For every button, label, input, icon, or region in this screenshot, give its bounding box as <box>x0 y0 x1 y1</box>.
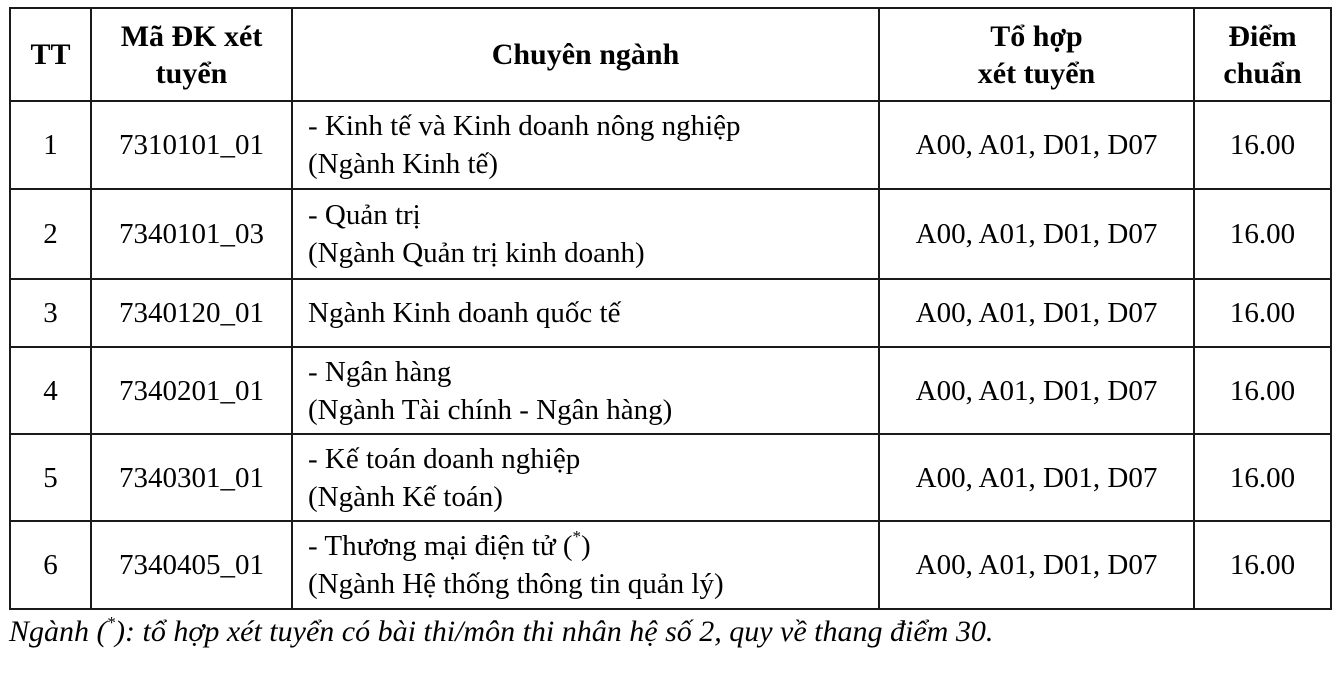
cell-tt: 2 <box>10 189 91 279</box>
cell-chuyen-nganh <box>292 347 879 434</box>
major-line1: - Kinh tế và Kinh doanh nông nghiệp <box>308 110 741 142</box>
major-line2: (Ngành Kinh tế) <box>308 148 499 180</box>
header-ma-dk-line2: tuyển <box>155 56 228 90</box>
cell-tt: 1 <box>10 101 91 189</box>
major-line1-end: ) <box>581 530 591 562</box>
major-line2: (Ngành Hệ thống thông tin quản lý) <box>308 568 724 600</box>
major-line1: - Quản trị <box>308 199 421 231</box>
major-line1-text: - Thương mại điện tử ( <box>308 530 573 562</box>
cell-to-hop: A00, A01, D01, D07 <box>879 347 1194 434</box>
cell-to-hop: A00, A01, D01, D07 <box>879 521 1194 609</box>
cell-to-hop: A00, A01, D01, D07 <box>879 434 1194 521</box>
header-tt: TT <box>10 8 91 101</box>
cell-diem: 16.00 <box>1194 521 1331 609</box>
header-ma-dk <box>91 8 292 101</box>
table-row <box>10 101 1331 189</box>
cell-chuyen-nganh <box>292 434 879 521</box>
cell-to-hop: A00, A01, D01, D07 <box>879 101 1194 189</box>
header-diem-chuan <box>1194 8 1331 101</box>
header-diem-line2: chuẩn <box>1223 56 1302 90</box>
cell-ma: 7340301_01 <box>91 434 292 521</box>
cell-diem: 16.00 <box>1194 279 1331 347</box>
table-row <box>10 347 1331 434</box>
header-to-hop <box>879 8 1194 101</box>
footnote-text: ): tổ hợp xét tuyển có bài thi/môn thi nhân hệ số 2, quy về thang điểm 30. <box>115 615 994 648</box>
footnote-prefix: Ngành ( <box>9 615 107 648</box>
header-to-hop-line2: xét tuyển <box>977 56 1096 90</box>
table-row <box>10 434 1331 521</box>
admission-score-table <box>9 7 1332 610</box>
cell-tt: 6 <box>10 521 91 609</box>
cell-tt: 5 <box>10 434 91 521</box>
table-row <box>10 521 1331 609</box>
header-chuyen-nganh: Chuyên ngành <box>292 8 879 101</box>
cell-ma: 7340101_03 <box>91 189 292 279</box>
cell-diem: 16.00 <box>1194 434 1331 521</box>
cell-to-hop: A00, A01, D01, D07 <box>879 279 1194 347</box>
cell-chuyen-nganh <box>292 189 879 279</box>
header-ma-dk-line1: Mã ĐK xét <box>120 19 263 53</box>
cell-chuyen-nganh <box>292 521 879 609</box>
cell-chuyen-nganh <box>292 101 879 189</box>
cell-diem: 16.00 <box>1194 347 1331 434</box>
cell-tt: 4 <box>10 347 91 434</box>
cell-diem: 16.00 <box>1194 101 1331 189</box>
cell-ma: 7310101_01 <box>91 101 292 189</box>
footnote <box>9 612 993 652</box>
cell-ma: 7340120_01 <box>91 279 292 347</box>
major-line1: - Kế toán doanh nghiệp <box>308 442 581 475</box>
cell-diem: 16.00 <box>1194 189 1331 279</box>
major-line1: Ngành Kinh doanh quốc tế <box>308 297 621 329</box>
cell-chuyen-nganh <box>292 279 879 347</box>
cell-to-hop: A00, A01, D01, D07 <box>879 189 1194 279</box>
cell-tt: 3 <box>10 279 91 347</box>
major-line1 <box>308 527 878 565</box>
cell-ma: 7340201_01 <box>91 347 292 434</box>
major-line2: (Ngành Quản trị kinh doanh) <box>308 237 645 269</box>
table-header-row <box>10 8 1331 101</box>
header-to-hop-line1: Tổ hợp <box>990 19 1083 53</box>
major-line2: (Ngành Kế toán) <box>308 480 503 513</box>
major-line2: (Ngành Tài chính - Ngân hàng) <box>308 393 673 426</box>
major-line1: - Ngân hàng <box>308 355 452 388</box>
asterisk-mark: * <box>572 527 581 547</box>
footnote-asterisk: * <box>106 613 115 632</box>
header-diem-line1: Điểm <box>1228 19 1297 53</box>
cell-ma: 7340405_01 <box>91 521 292 609</box>
table-row <box>10 189 1331 279</box>
table-row <box>10 279 1331 347</box>
